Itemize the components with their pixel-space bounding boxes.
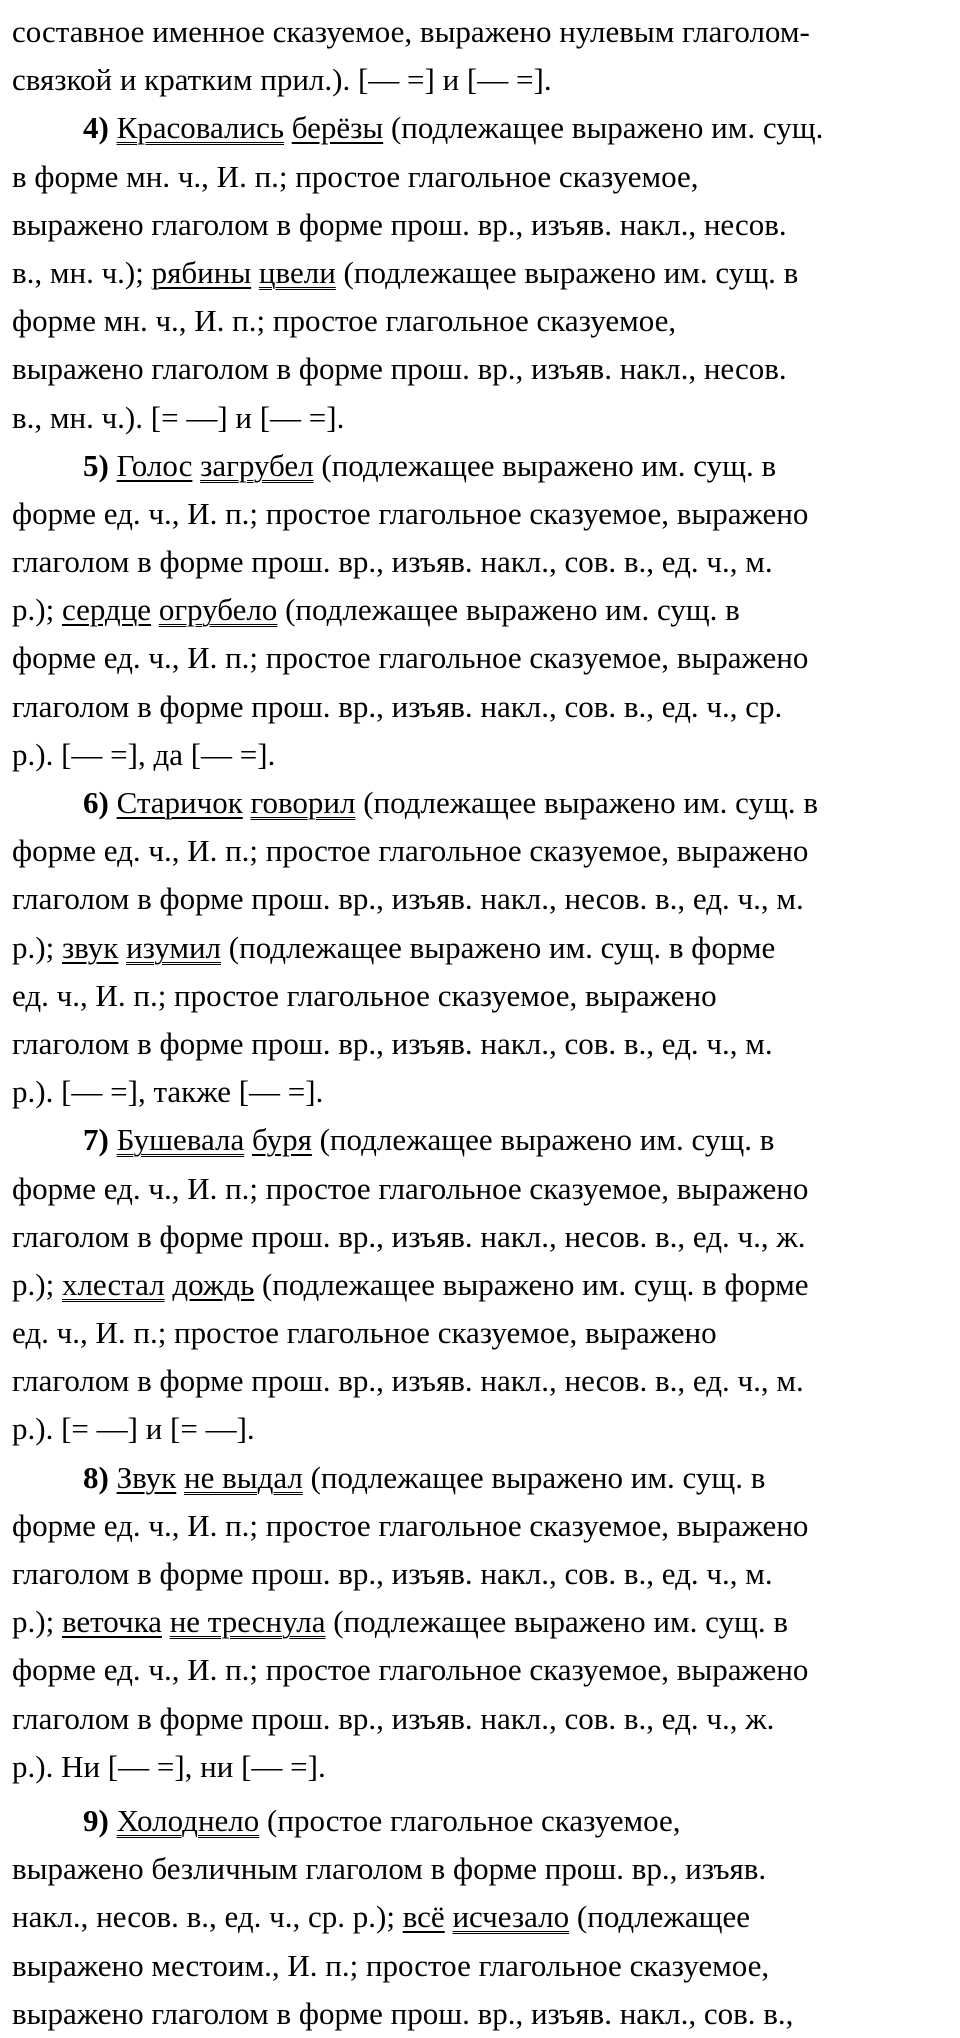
predicate-word: говорил	[250, 785, 356, 820]
text-segment: р.). [= —] и [= —].	[12, 1411, 255, 1447]
text-segment: форме ед. ч., И. п.; простое глагольное сказуемое, выражено	[12, 495, 809, 531]
text-line	[12, 1598, 960, 1646]
subject-word: сердце	[61, 592, 152, 628]
text-line	[12, 827, 960, 875]
text-segment: р.). [— =], да [— =].	[12, 736, 276, 772]
text-segment: связкой и кратким прил.). [— =] и [— =].	[12, 62, 552, 98]
text-segment	[118, 930, 126, 965]
text-line	[12, 8, 960, 56]
text-line	[12, 201, 960, 249]
text-line	[12, 1165, 960, 1213]
item-number: 8)	[83, 1459, 109, 1495]
item-number: 6)	[83, 785, 109, 820]
text-segment: ед. ч., И. п.; простое глагольное сказуемое, выражено	[12, 977, 717, 1013]
subject-word: веточка	[61, 1604, 162, 1640]
text-line	[12, 1357, 960, 1405]
text-segment	[192, 448, 200, 483]
text-segment	[109, 1122, 117, 1157]
text-segment: в., мн. ч.);	[12, 254, 152, 290]
text-line	[12, 297, 960, 345]
text-line	[12, 1893, 960, 1941]
text-segment: р.);	[12, 929, 62, 965]
text-line	[12, 345, 960, 393]
subject-word: Голос	[116, 447, 193, 483]
text-segment: р.);	[12, 1604, 62, 1640]
predicate-word: не выдал	[184, 1459, 303, 1495]
text-line	[12, 972, 960, 1020]
item-number: 4)	[83, 110, 109, 146]
text-segment	[109, 785, 117, 820]
text-line	[12, 153, 960, 201]
text-segment: выражено глаголом в форме прош. вр., изъяв. накл., сов. в.,	[12, 1995, 794, 2031]
text-segment: глаголом в форме прош. вр., изъяв. накл., сов. в., ед. ч., м.	[12, 1025, 773, 1061]
text-line	[12, 1213, 960, 1261]
text-line	[12, 1550, 960, 1598]
text-line	[12, 442, 960, 490]
predicate-word: хлестал	[61, 1266, 165, 1302]
text-line	[12, 875, 960, 923]
text-line	[12, 1845, 960, 1893]
text-segment: (подлежащее выражено им. сущ. в	[302, 1459, 766, 1495]
text-segment: (подлежащее выражено им. сущ. в	[355, 785, 818, 820]
text-segment: форме ед. ч., И. п.; простое глагольное сказуемое, выражено	[12, 640, 809, 676]
predicate-word: Холоднело	[116, 1802, 260, 1838]
text-segment: составное именное сказуемое, выражено нулевым глаголом-	[12, 14, 810, 49]
predicate-word: изумил	[126, 929, 222, 965]
text-line	[12, 394, 960, 442]
text-line	[12, 1502, 960, 1550]
text-segment: (подлежащее выражено им. сущ. в	[325, 1604, 788, 1640]
text-line	[12, 1309, 960, 1357]
item-number: 9)	[83, 1802, 109, 1838]
text-line	[12, 1405, 960, 1453]
text-segment: форме ед. ч., И. п.; простое глагольное сказуемое, выражено	[12, 1652, 809, 1688]
subject-word: рябины	[151, 254, 252, 290]
text-segment	[244, 1122, 252, 1157]
text-segment: (подлежащее выражено им. сущ. в форме	[221, 929, 776, 965]
text-segment: выражено безличным глаголом в форме прош. вр., изъяв.	[12, 1851, 767, 1887]
text-segment: р.);	[12, 1266, 62, 1302]
text-segment: форме мн. ч., И. п.; простое глагольное сказуемое,	[12, 303, 677, 339]
text-line	[12, 104, 960, 152]
text-segment: (подлежащее выражено им. сущ.	[383, 110, 824, 146]
text-line	[12, 1454, 960, 1502]
text-line	[12, 1990, 960, 2038]
text-segment	[243, 785, 251, 820]
text-segment: выражено глаголом в форме прош. вр., изъяв. накл., несов.	[12, 351, 787, 387]
text-line	[12, 634, 960, 682]
subject-word: Звук	[116, 1459, 177, 1495]
text-segment: глаголом в форме прош. вр., изъяв. накл., сов. в., ед. ч., ср.	[12, 688, 783, 724]
text-segment: (подлежащее выражено им. сущ. в	[277, 592, 740, 628]
text-line	[12, 1646, 960, 1694]
text-segment: глаголом в форме прош. вр., изъяв. накл., сов. в., ед. ч., м.	[12, 544, 773, 580]
text-segment	[176, 1460, 184, 1495]
text-segment	[109, 110, 117, 145]
text-line	[12, 249, 960, 297]
text-segment: форме ед. ч., И. п.; простое глагольное сказуемое, выражено	[12, 1170, 809, 1206]
text-segment	[162, 1604, 170, 1639]
text-segment: (подлежащее выражено им. сущ. в	[313, 447, 777, 483]
text-line	[12, 731, 960, 779]
text-segment: (подлежащее выражено им. сущ. в	[311, 1122, 775, 1158]
subject-word: звук	[61, 929, 119, 965]
text-segment: глаголом в форме прош. вр., изъяв. накл., сов. в., ед. ч., м.	[12, 1556, 773, 1591]
text-segment: р.);	[12, 592, 62, 628]
text-segment: в форме мн. ч., И. п.; простое глагольное сказуемое,	[12, 158, 699, 194]
item-number: 5)	[83, 447, 109, 483]
text-segment: форме ед. ч., И. п.; простое глагольное сказуемое, выражено	[12, 833, 809, 869]
text-segment: выражено глаголом в форме прош. вр., изъяв. накл., несов.	[12, 206, 787, 242]
subject-word: берёзы	[291, 110, 384, 146]
text-segment: ед. ч., И. п.; простое глагольное сказуемое, выражено	[12, 1315, 717, 1351]
text-line	[12, 490, 960, 538]
text-line	[12, 1068, 960, 1116]
text-line	[12, 538, 960, 586]
text-segment: р.). Ни [— =], ни [— =].	[12, 1748, 326, 1784]
text-segment: глаголом в форме прош. вр., изъяв. накл., несов. в., ед. ч., ж.	[12, 1218, 806, 1254]
text-segment: выражено местоим., И. п.; простое глагольное сказуемое,	[12, 1947, 770, 1983]
text-line	[12, 1261, 960, 1309]
item-number: 7)	[83, 1122, 109, 1158]
text-segment: глаголом в форме прош. вр., изъяв. накл., несов. в., ед. ч., м.	[12, 1363, 804, 1399]
text-line	[12, 924, 960, 972]
text-line	[12, 586, 960, 634]
text-line	[12, 779, 960, 827]
text-line	[12, 56, 960, 104]
text-line	[12, 1020, 960, 1068]
predicate-word: загрубел	[200, 447, 314, 483]
text-line	[12, 1743, 960, 1791]
text-line	[12, 1116, 960, 1164]
text-segment	[151, 592, 159, 627]
text-segment: р.). [— =], также [— =].	[12, 1074, 324, 1110]
text-segment: (подлежащее выражено им. сущ. в	[335, 254, 799, 290]
predicate-word: огрубело	[158, 592, 278, 628]
text-line	[12, 1942, 960, 1990]
subject-word: дождь	[172, 1266, 255, 1302]
predicate-word: Бушевала	[116, 1122, 245, 1158]
text-line	[12, 683, 960, 731]
predicate-word: не треснула	[169, 1604, 326, 1640]
text-segment	[109, 448, 117, 483]
text-segment: в., мн. ч.). [= —] и [— =].	[12, 399, 345, 435]
subject-word: Старичок	[116, 785, 243, 820]
predicate-word: Красовались	[116, 110, 284, 146]
text-segment: глаголом в форме прош. вр., изъяв. накл., несов. в., ед. ч., м.	[12, 881, 804, 917]
subject-word: всё	[402, 1899, 445, 1935]
text-segment	[284, 110, 292, 145]
text-segment: форме ед. ч., И. п.; простое глагольное сказуемое, выражено	[12, 1507, 809, 1543]
text-segment	[109, 1803, 117, 1838]
text-segment: накл., несов. в., ед. ч., ср. р.);	[12, 1899, 403, 1935]
text-segment	[251, 255, 259, 290]
text-segment: (подлежащее выражено им. сущ. в форме	[254, 1266, 809, 1302]
subject-word: буря	[251, 1122, 312, 1158]
predicate-word: исчезало	[452, 1899, 570, 1935]
text-line	[12, 1797, 960, 1845]
text-segment: глаголом в форме прош. вр., изъяв. накл., сов. в., ед. ч., ж.	[12, 1700, 775, 1736]
text-segment	[109, 1460, 117, 1495]
text-segment: (подлежащее	[569, 1899, 750, 1935]
text-line	[12, 1695, 960, 1743]
text-segment: (простое глагольное сказуемое,	[259, 1802, 681, 1838]
predicate-word: цвели	[258, 254, 336, 290]
